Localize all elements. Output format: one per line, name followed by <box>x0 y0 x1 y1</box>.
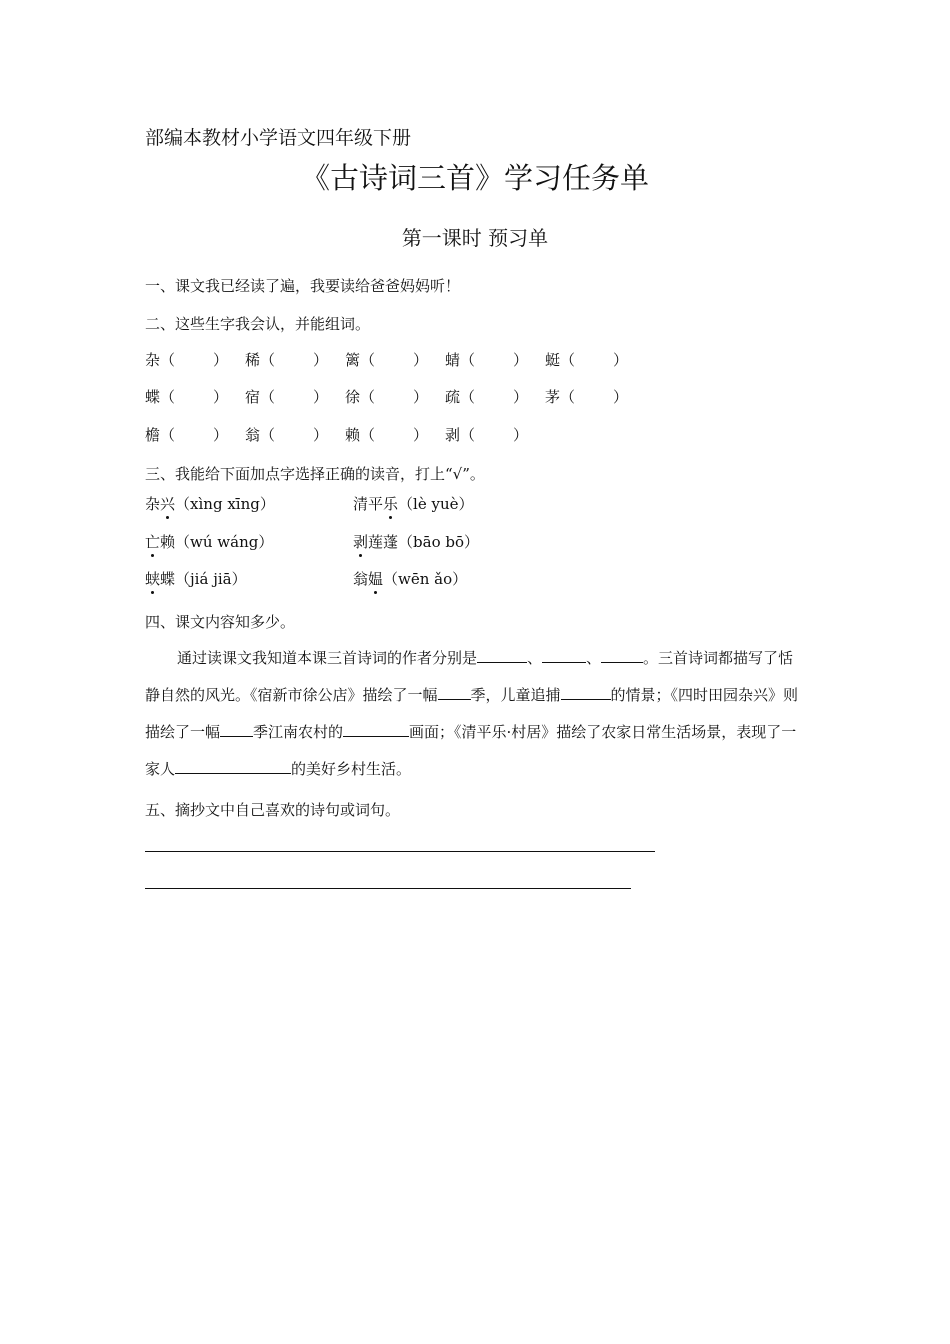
paren-right: ） <box>413 388 429 406</box>
question-2-prompt: 二、这些生字我会认，并能组词。 <box>145 315 371 333</box>
char-item <box>345 386 428 407</box>
paren-right: ） <box>213 388 229 406</box>
paren-left: （ <box>260 351 276 369</box>
char-label: 赖 <box>345 426 361 444</box>
pinyin-item[interactable] <box>145 568 247 589</box>
char-label: 稀 <box>245 351 261 369</box>
paren-right: ） <box>313 351 329 369</box>
paren-left: （ <box>160 351 176 369</box>
paren-left: （ <box>460 426 476 444</box>
dotted-char: 媪 <box>368 570 384 588</box>
char-label: 疏 <box>445 388 461 406</box>
paren-left: （ <box>360 426 376 444</box>
word-post: 蝶 <box>160 570 176 588</box>
chase-blank[interactable] <box>561 681 611 700</box>
char-label: 徐 <box>345 388 361 406</box>
paren-right: ） <box>313 388 329 406</box>
pinyin-item[interactable] <box>353 568 467 589</box>
paren-left: （ <box>560 351 576 369</box>
char-item <box>245 349 328 370</box>
paren-left: （ <box>260 388 276 406</box>
pinyin-options: （lè yuè） <box>398 495 474 513</box>
paren-right: ） <box>513 388 529 406</box>
question-4-prompt: 四、课文内容知多少。 <box>145 613 296 631</box>
author-blank-1[interactable] <box>477 644 527 663</box>
char-label: 茅 <box>545 388 561 406</box>
char-item <box>445 424 528 445</box>
char-label: 杂 <box>145 351 161 369</box>
char-label: 宿 <box>245 388 261 406</box>
char-label: 剥 <box>445 426 461 444</box>
char-item <box>345 424 428 445</box>
dotted-char: 兴 <box>160 495 176 513</box>
copy-line-2[interactable] <box>145 888 631 889</box>
char-item <box>345 349 428 370</box>
paren-left: （ <box>560 388 576 406</box>
question-1: 一、课文我已经读了遍，我要读给爸爸妈妈听！ <box>145 277 461 295</box>
question-5-prompt: 五、摘抄文中自己喜欢的诗句或词句。 <box>145 801 401 819</box>
pinyin-options: （wēn ǎo） <box>383 570 468 588</box>
copy-line-1[interactable] <box>145 851 655 852</box>
char-label: 翁 <box>245 426 261 444</box>
pinyin-item[interactable] <box>145 493 275 514</box>
paren-left: （ <box>260 426 276 444</box>
dotted-char: 亡 <box>145 533 161 551</box>
pinyin-options: （jiá jiā） <box>175 570 247 588</box>
pinyin-item[interactable] <box>353 531 479 552</box>
paren-right: ） <box>513 426 529 444</box>
dotted-char: 乐 <box>383 495 399 513</box>
paren-right: ） <box>413 426 429 444</box>
word-post: 莲蓬 <box>368 533 399 551</box>
char-item <box>545 349 628 370</box>
paren-right: ） <box>413 351 429 369</box>
char-label: 篱 <box>345 351 361 369</box>
pinyin-item[interactable] <box>353 493 474 514</box>
paren-left: （ <box>460 388 476 406</box>
paren-left: （ <box>460 351 476 369</box>
fill-in-paragraph: 通过读课文我知道本课三首诗词的作者分别是 、 、 。三首诗词都描写了恬静自然的风光。《宿新市徐公店》描绘了一幅 季，儿童追捕 的情景；《四时田园杂兴》则描绘了一幅 季江南农村的 画面；《清平乐·村居》描绘了农家日常生活场景，表现了一家人 的美好乡村生活。 <box>145 640 807 788</box>
char-label: 蜻 <box>445 351 461 369</box>
family-blank[interactable] <box>175 755 291 774</box>
char-item <box>445 386 528 407</box>
word-pre: 清平 <box>353 495 384 513</box>
dotted-char: 剥 <box>353 533 369 551</box>
scene-blank[interactable] <box>343 718 409 737</box>
author-blank-3[interactable] <box>601 644 643 663</box>
author-blank-2[interactable] <box>542 644 586 663</box>
char-item <box>145 386 228 407</box>
paren-left: （ <box>160 426 176 444</box>
question-3-prompt: 三、我能给下面加点字选择正确的读音，打上“√”。 <box>145 465 485 483</box>
char-item <box>545 386 628 407</box>
pinyin-options: （wú wáng） <box>175 533 274 551</box>
worksheet-title: 《古诗词三首》学习任务单 <box>300 161 649 195</box>
paren-right: ） <box>213 426 229 444</box>
paren-right: ） <box>613 388 629 406</box>
paren-left: （ <box>360 351 376 369</box>
paren-right: ） <box>613 351 629 369</box>
word-pre: 翁 <box>353 570 369 588</box>
word-pre: 杂 <box>145 495 161 513</box>
char-item <box>145 424 228 445</box>
season-blank-2[interactable] <box>220 718 253 737</box>
dotted-char: 蛱 <box>145 570 161 588</box>
textbook-subtitle: 部编本教材小学语文四年级下册 <box>145 127 412 149</box>
char-item <box>245 424 328 445</box>
char-label: 檐 <box>145 426 161 444</box>
char-label: 蝶 <box>145 388 161 406</box>
paren-right: ） <box>213 351 229 369</box>
char-item <box>145 349 228 370</box>
season-blank-1[interactable] <box>438 681 471 700</box>
char-item <box>245 386 328 407</box>
pinyin-item[interactable] <box>145 531 273 552</box>
lesson-title: 第一课时 预习单 <box>401 226 549 250</box>
pinyin-options: （xìng xīng） <box>175 495 275 513</box>
paren-left: （ <box>360 388 376 406</box>
paren-right: ） <box>513 351 529 369</box>
paren-right: ） <box>313 426 329 444</box>
char-item <box>445 349 528 370</box>
paren-left: （ <box>160 388 176 406</box>
word-post: 赖 <box>160 533 176 551</box>
char-label: 蜓 <box>545 351 561 369</box>
pinyin-options: （bāo bō） <box>398 533 480 551</box>
